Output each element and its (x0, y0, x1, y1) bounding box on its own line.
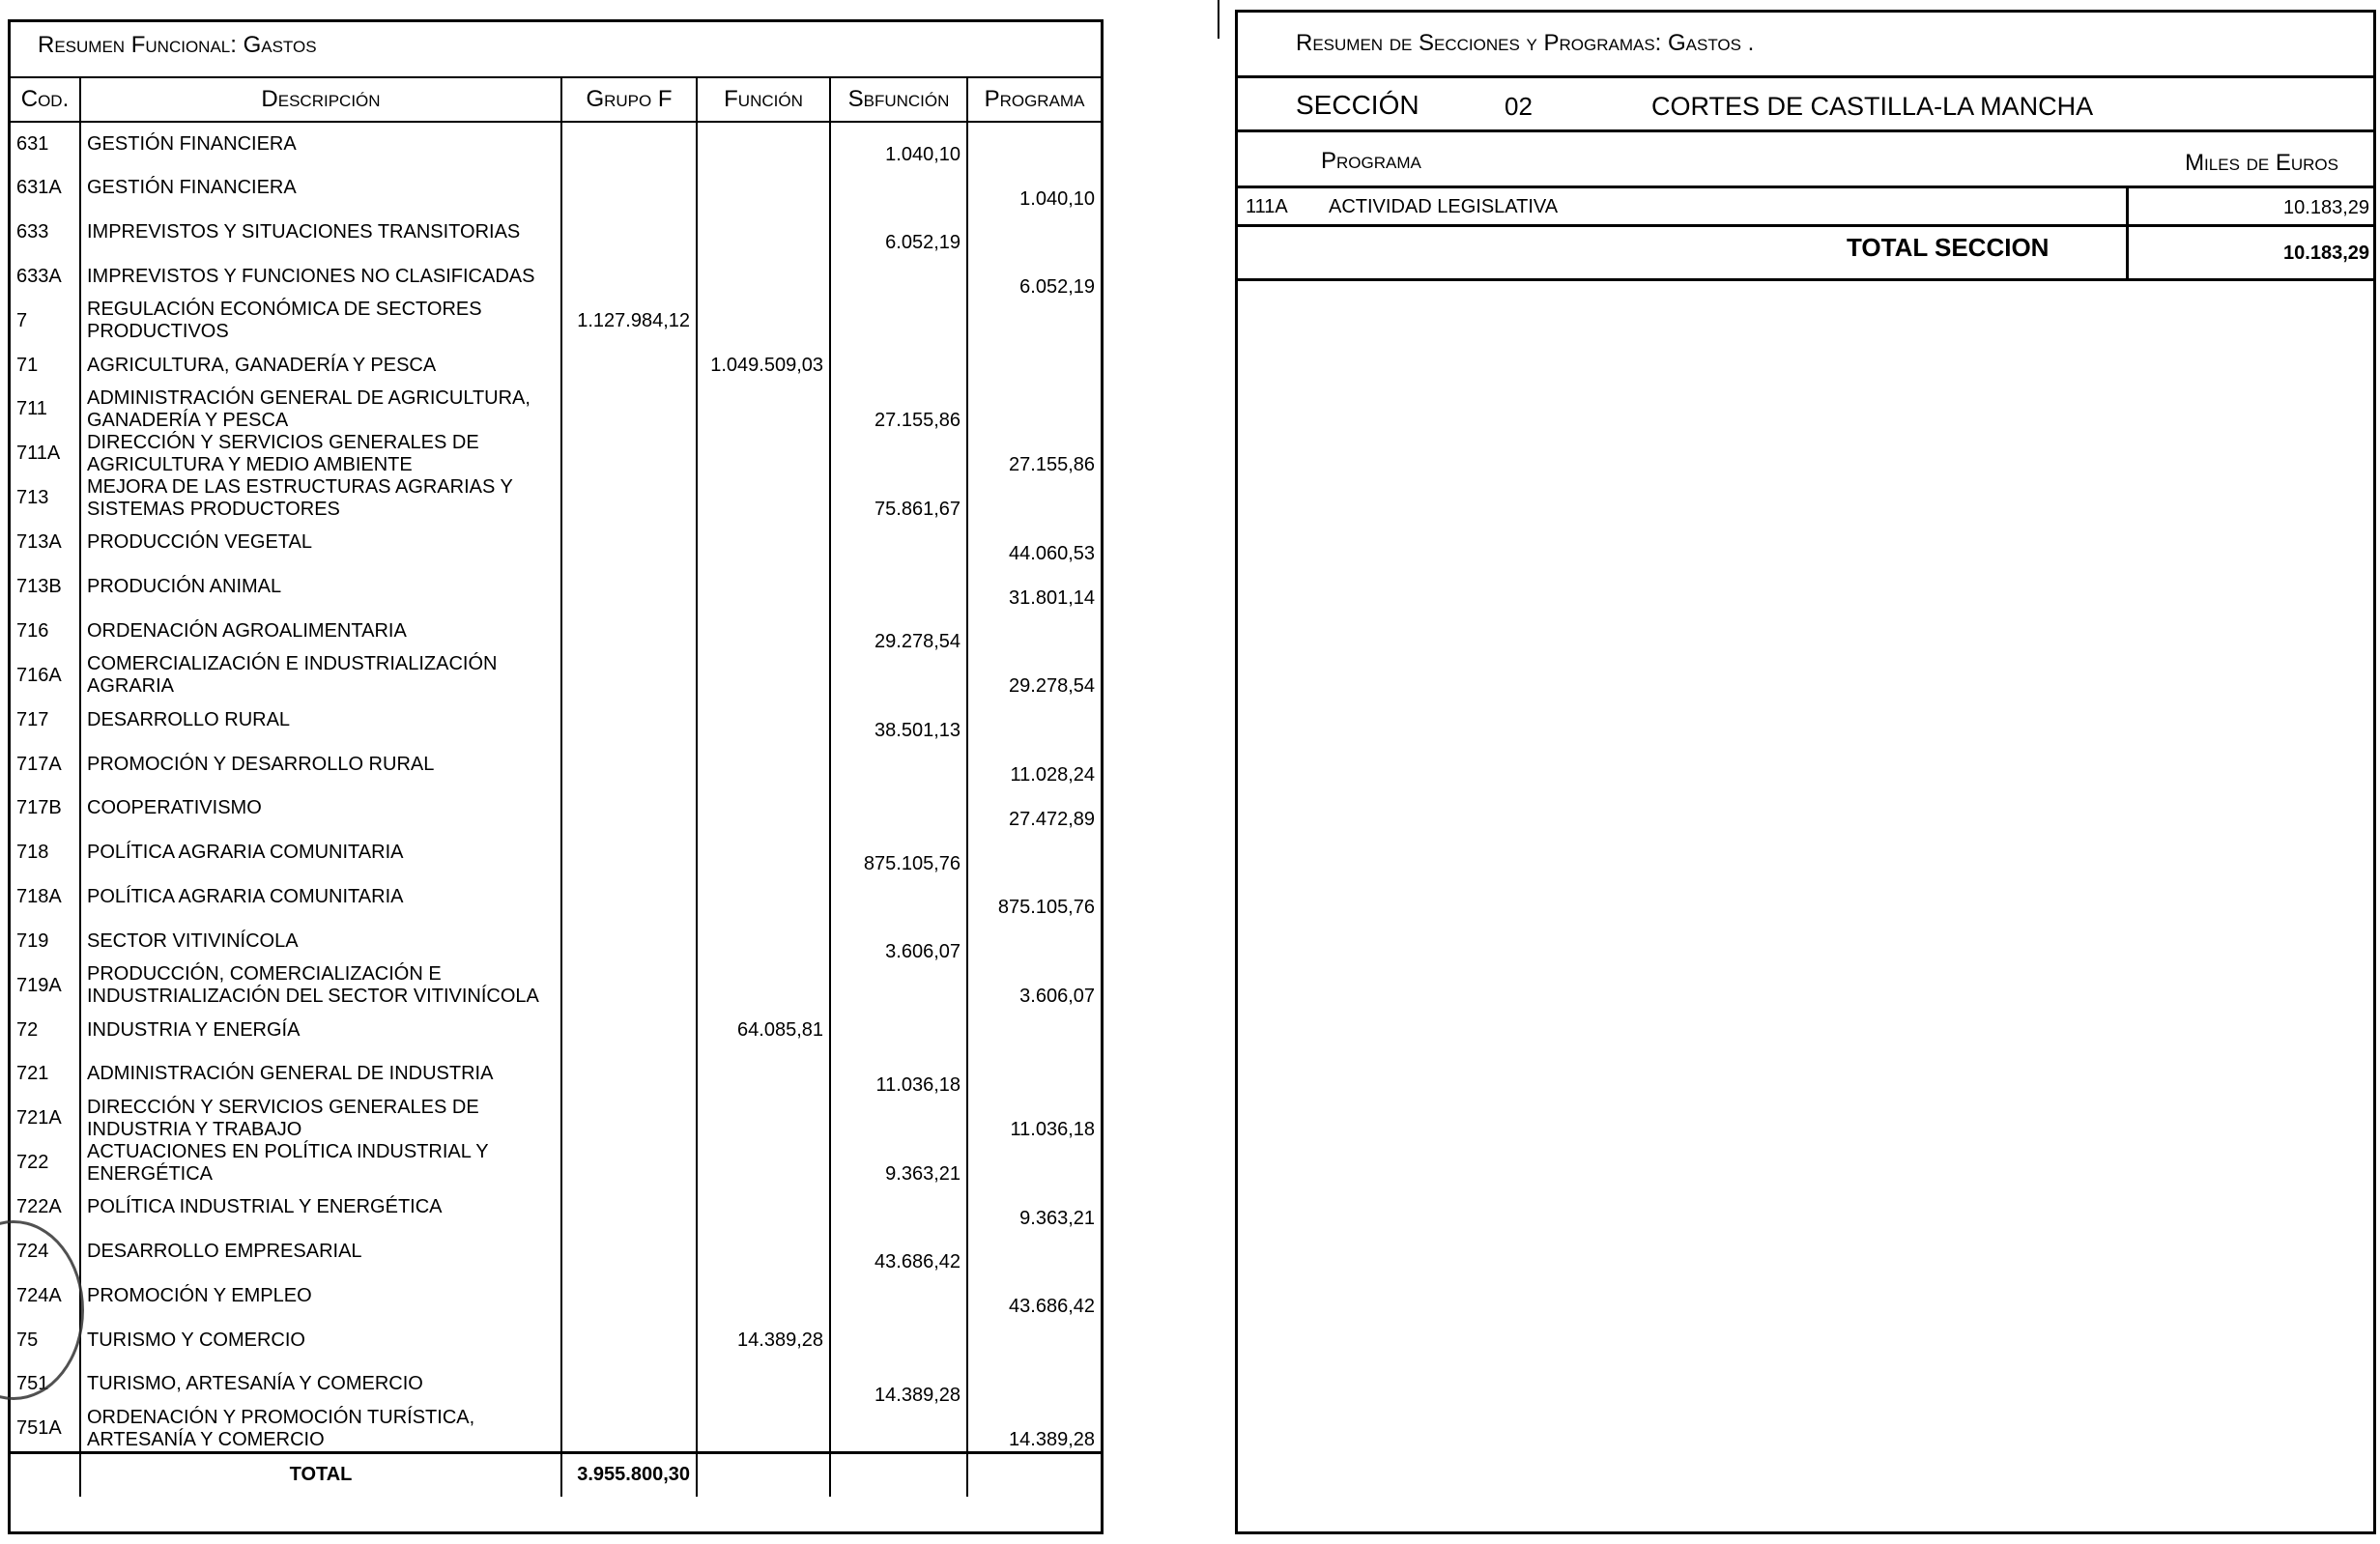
cell-grupo (561, 1362, 697, 1407)
functional-summary-table (11, 76, 1101, 1497)
cell-descripcion: IMPREVISTOS Y SITUACIONES TRANSITORIAS (80, 211, 561, 255)
cell-sbfuncion (830, 565, 967, 610)
cell-funcion (697, 698, 830, 742)
section-total-row (1238, 227, 2373, 281)
cell-funcion (697, 521, 830, 565)
cell-sbfuncion: 11.036,18 (830, 1052, 967, 1097)
cell-descripcion: IMPREVISTOS Y FUNCIONES NO CLASIFICADAS (80, 254, 561, 299)
cell-programa (967, 299, 1101, 343)
cell-funcion (697, 476, 830, 521)
cell-sbfuncion (830, 343, 967, 387)
cell-grupo (561, 476, 697, 521)
cell-grupo (561, 254, 697, 299)
table-row (11, 432, 1101, 476)
table-row (11, 1097, 1101, 1141)
cell-programa (967, 387, 1101, 432)
cell-descripcion: POLÍTICA INDUSTRIAL Y ENERGÉTICA (80, 1186, 561, 1230)
cell-programa: 875.105,76 (967, 875, 1101, 920)
cell-programa (967, 610, 1101, 654)
cell-grupo (561, 831, 697, 875)
cell-grupo (561, 166, 697, 211)
cell-programa: 44.060,53 (967, 521, 1101, 565)
table-row (11, 1230, 1101, 1274)
cell-cod: 713A (11, 521, 80, 565)
cell-programa (967, 476, 1101, 521)
section-code: 02 (1505, 92, 1533, 121)
cell-programa (967, 1230, 1101, 1274)
total-empty-programa (967, 1452, 1101, 1497)
table-row (11, 610, 1101, 654)
cell-descripcion: TURISMO Y COMERCIO (80, 1318, 561, 1362)
table-row (11, 875, 1101, 920)
functional-summary-title (38, 32, 317, 59)
table-row (11, 1141, 1101, 1186)
cell-descripcion: REGULACIÓN ECONÓMICA DE SECTORES PRODUCTIVOS (80, 299, 561, 343)
cell-descripcion: DIRECCIÓN Y SERVICIOS GENERALES DE INDUSTRIA Y TRABAJO (80, 1097, 561, 1141)
cell-funcion (697, 786, 830, 831)
table-row (11, 476, 1101, 521)
table-row (11, 653, 1101, 698)
cell-grupo (561, 1141, 697, 1186)
cell-descripcion: PROMOCIÓN Y DESARROLLO RURAL (80, 742, 561, 786)
cell-cod: 717B (11, 786, 80, 831)
cell-sbfuncion (830, 1008, 967, 1052)
cell-funcion (697, 610, 830, 654)
cell-grupo (561, 1052, 697, 1097)
cell-descripcion: POLÍTICA AGRARIA COMUNITARIA (80, 831, 561, 875)
table-row (11, 343, 1101, 387)
cell-programa: 31.801,14 (967, 565, 1101, 610)
cell-grupo (561, 1318, 697, 1362)
cell-descripcion: ADMINISTRACIÓN GENERAL DE AGRICULTURA, GANADERÍA Y PESCA (80, 387, 561, 432)
cell-descripcion: GESTIÓN FINANCIERA (80, 166, 561, 211)
cell-sbfuncion (830, 254, 967, 299)
cell-funcion: 64.085,81 (697, 1008, 830, 1052)
cell-funcion (697, 1141, 830, 1186)
cell-cod: 711A (11, 432, 80, 476)
cell-funcion (697, 254, 830, 299)
cell-programa (967, 698, 1101, 742)
table-row (11, 1052, 1101, 1097)
cell-sbfuncion (830, 875, 967, 920)
cell-sbfuncion: 38.501,13 (830, 698, 967, 742)
section-row (1238, 78, 2373, 132)
cell-sbfuncion (830, 1407, 967, 1453)
cell-programa: 3.606,07 (967, 963, 1101, 1008)
cell-descripcion: ORDENACIÓN Y PROMOCIÓN TURÍSTICA, ARTESANÍA Y COMERCIO (80, 1407, 561, 1453)
program-description: ACTIVIDAD LEGISLATIVA (1329, 196, 1559, 217)
program-row (1238, 188, 2373, 227)
cell-cod: 713 (11, 476, 80, 521)
cell-programa: 27.155,86 (967, 432, 1101, 476)
cell-grupo (561, 653, 697, 698)
cell-funcion (697, 1052, 830, 1097)
cell-funcion (697, 211, 830, 255)
cell-sbfuncion (830, 742, 967, 786)
cell-cod: 717A (11, 742, 80, 786)
cell-cod: 718 (11, 831, 80, 875)
cell-funcion (697, 653, 830, 698)
cell-funcion (697, 831, 830, 875)
total-label: TOTAL (80, 1452, 561, 1497)
cell-programa: 6.052,19 (967, 254, 1101, 299)
cell-funcion (697, 742, 830, 786)
cell-funcion (697, 166, 830, 211)
cell-funcion (697, 122, 830, 166)
cell-descripcion: COMERCIALIZACIÓN E INDUSTRIALIZACIÓN AGRARIA (80, 653, 561, 698)
cell-cod: 717 (11, 698, 80, 742)
cell-funcion (697, 919, 830, 963)
cell-grupo (561, 211, 697, 255)
table-row (11, 1318, 1101, 1362)
cell-grupo (561, 387, 697, 432)
cell-programa: 29.278,54 (967, 653, 1101, 698)
table-row (11, 254, 1101, 299)
cell-descripcion: PRODUCCIÓN, COMERCIALIZACIÓN E INDUSTRIALIZACIÓN DEL SECTOR VITIVINÍCOLA (80, 963, 561, 1008)
cell-grupo (561, 521, 697, 565)
cell-grupo (561, 875, 697, 920)
cell-cod: 751 (11, 1362, 80, 1407)
cell-funcion (697, 963, 830, 1008)
cell-grupo (561, 1273, 697, 1318)
cell-funcion (697, 387, 830, 432)
cell-descripcion: PRODUCIÓN ANIMAL (80, 565, 561, 610)
cell-funcion: 1.049.509,03 (697, 343, 830, 387)
section-total-value: 10.183,29 (2283, 243, 2369, 264)
cell-cod: 724 (11, 1230, 80, 1274)
cell-cod: 633 (11, 211, 80, 255)
cell-grupo (561, 343, 697, 387)
cell-sbfuncion (830, 432, 967, 476)
cell-cod: 722A (11, 1186, 80, 1230)
cell-sbfuncion (830, 1273, 967, 1318)
cell-grupo (561, 1008, 697, 1052)
cell-cod: 713B (11, 565, 80, 610)
cell-descripcion: ORDENACIÓN AGROALIMENTARIA (80, 610, 561, 654)
cell-sbfuncion (830, 166, 967, 211)
cell-programa: 11.028,24 (967, 742, 1101, 786)
table-row (11, 919, 1101, 963)
cell-cod: 633A (11, 254, 80, 299)
programa-header: Programa (1321, 148, 1421, 174)
cell-sbfuncion: 3.606,07 (830, 919, 967, 963)
cell-sbfuncion: 75.861,67 (830, 476, 967, 521)
cell-cod: 722 (11, 1141, 80, 1186)
cell-grupo (561, 698, 697, 742)
cell-descripcion: POLÍTICA AGRARIA COMUNITARIA (80, 875, 561, 920)
table-row (11, 963, 1101, 1008)
cell-funcion (697, 1097, 830, 1141)
cell-cod: 711 (11, 387, 80, 432)
table-row (11, 831, 1101, 875)
cell-grupo (561, 742, 697, 786)
table-header-row (11, 77, 1101, 122)
cell-sbfuncion: 9.363,21 (830, 1141, 967, 1186)
cell-sbfuncion: 875.105,76 (830, 831, 967, 875)
cell-cod: 721A (11, 1097, 80, 1141)
table-row (11, 1273, 1101, 1318)
cell-grupo (561, 565, 697, 610)
cell-descripcion: ACTUACIONES EN POLÍTICA INDUSTRIAL Y ENERGÉTICA (80, 1141, 561, 1186)
cell-descripcion: DIRECCIÓN Y SERVICIOS GENERALES DE AGRICULTURA Y MEDIO AMBIENTE (80, 432, 561, 476)
program-header-row (1238, 132, 2373, 188)
cell-funcion: 14.389,28 (697, 1318, 830, 1362)
table-row (11, 698, 1101, 742)
sections-programs-panel (1235, 10, 2376, 1534)
cell-cod: 716 (11, 610, 80, 654)
cell-programa: 9.363,21 (967, 1186, 1101, 1230)
sections-title: Resumen de Secciones y Programas: Gastos . (1296, 30, 1755, 56)
cell-descripcion: SECTOR VITIVINÍCOLA (80, 919, 561, 963)
cell-grupo (561, 610, 697, 654)
cell-cod: 72 (11, 1008, 80, 1052)
cell-funcion (697, 1230, 830, 1274)
table-row (11, 786, 1101, 831)
cell-programa: 11.036,18 (967, 1097, 1101, 1141)
cell-programa (967, 1141, 1101, 1186)
total-row (11, 1452, 1101, 1497)
table-body (11, 122, 1101, 1497)
section-name: CORTES DE CASTILLA-LA MANCHA (1651, 92, 2094, 121)
cell-programa (967, 343, 1101, 387)
functional-summary-panel (8, 19, 1104, 1534)
table-row (11, 211, 1101, 255)
cell-sbfuncion (830, 1318, 967, 1362)
cell-grupo (561, 122, 697, 166)
column-header-sbfuncion: Sbfunción (830, 77, 967, 122)
cell-cod: 724A (11, 1273, 80, 1318)
total-empty-sbfuncion (830, 1452, 967, 1497)
column-header-descripcion: Descripción (80, 77, 561, 122)
cell-grupo: 1.127.984,12 (561, 299, 697, 343)
cell-grupo (561, 786, 697, 831)
cell-funcion (697, 565, 830, 610)
cell-cod: 721 (11, 1052, 80, 1097)
cell-descripcion: COOPERATIVISMO (80, 786, 561, 831)
sections-title-row (1238, 13, 2373, 78)
table-row (11, 299, 1101, 343)
table-row (11, 1362, 1101, 1407)
cell-sbfuncion (830, 653, 967, 698)
column-header-cod: Cod. (11, 77, 80, 122)
column-header-funcion: Función (697, 77, 830, 122)
cell-funcion (697, 1362, 830, 1407)
cell-cod: 71 (11, 343, 80, 387)
column-header-programa: Programa (967, 77, 1101, 122)
cell-cod: 75 (11, 1318, 80, 1362)
cell-grupo (561, 963, 697, 1008)
cell-cod: 751A (11, 1407, 80, 1453)
table-row (11, 1407, 1101, 1453)
table-row (11, 565, 1101, 610)
program-value: 10.183,29 (2283, 197, 2369, 218)
cell-sbfuncion (830, 299, 967, 343)
cell-programa: 27.472,89 (967, 786, 1101, 831)
total-value: 3.955.800,30 (561, 1452, 697, 1497)
cell-descripcion: INDUSTRIA Y ENERGÍA (80, 1008, 561, 1052)
table-row (11, 387, 1101, 432)
cell-programa (967, 211, 1101, 255)
cell-cod: 631A (11, 166, 80, 211)
cell-cod: 719 (11, 919, 80, 963)
cell-descripcion: GESTIÓN FINANCIERA (80, 122, 561, 166)
total-empty-funcion (697, 1452, 830, 1497)
cell-sbfuncion: 14.389,28 (830, 1362, 967, 1407)
cell-grupo (561, 1186, 697, 1230)
cell-programa (967, 1362, 1101, 1407)
cell-cod: 718A (11, 875, 80, 920)
cell-sbfuncion (830, 963, 967, 1008)
cell-programa: 43.686,42 (967, 1273, 1101, 1318)
cell-grupo (561, 1407, 697, 1453)
cell-sbfuncion: 6.052,19 (830, 211, 967, 255)
cell-sbfuncion (830, 521, 967, 565)
cell-cod: 719A (11, 963, 80, 1008)
cell-grupo (561, 1230, 697, 1274)
cell-grupo (561, 919, 697, 963)
total-empty-cod (11, 1452, 80, 1497)
cell-funcion (697, 432, 830, 476)
cell-programa (967, 919, 1101, 963)
cell-sbfuncion: 27.155,86 (830, 387, 967, 432)
cell-descripcion: MEJORA DE LAS ESTRUCTURAS AGRARIAS Y SISTEMAS PRODUCTORES (80, 476, 561, 521)
cell-descripcion: DESARROLLO RURAL (80, 698, 561, 742)
cell-descripcion: AGRICULTURA, GANADERÍA Y PESCA (80, 343, 561, 387)
cell-descripcion: PROMOCIÓN Y EMPLEO (80, 1273, 561, 1318)
table-row (11, 742, 1101, 786)
cell-programa: 1.040,10 (967, 166, 1101, 211)
cell-programa (967, 1052, 1101, 1097)
cell-programa (967, 1008, 1101, 1052)
title-smallcaps: Resumen Funcional: Gastos (38, 32, 317, 58)
cell-sbfuncion: 1.040,10 (830, 122, 967, 166)
section-total-value-cell (2126, 227, 2373, 278)
table-row (11, 122, 1101, 166)
page-divider-mark (1218, 0, 1219, 39)
cell-sbfuncion (830, 786, 967, 831)
table-row (11, 166, 1101, 211)
table-row (11, 521, 1101, 565)
cell-sbfuncion (830, 1097, 967, 1141)
cell-programa: 14.389,28 (967, 1407, 1101, 1453)
program-value-cell (2126, 188, 2373, 224)
cell-sbfuncion: 43.686,42 (830, 1230, 967, 1274)
program-code: 111A (1246, 196, 1288, 217)
cell-programa (967, 122, 1101, 166)
cell-programa (967, 831, 1101, 875)
section-label: SECCIÓN (1296, 90, 1419, 120)
cell-funcion (697, 1273, 830, 1318)
section-total-label: TOTAL SECCION (1847, 233, 2050, 262)
cell-descripcion: PRODUCCIÓN VEGETAL (80, 521, 561, 565)
cell-cod: 7 (11, 299, 80, 343)
cell-descripcion: DESARROLLO EMPRESARIAL (80, 1230, 561, 1274)
table-row (11, 1008, 1101, 1052)
cell-funcion (697, 1407, 830, 1453)
cell-programa (967, 1318, 1101, 1362)
cell-cod: 716A (11, 653, 80, 698)
cell-grupo (561, 1097, 697, 1141)
cell-cod: 631 (11, 122, 80, 166)
cell-descripcion: TURISMO, ARTESANÍA Y COMERCIO (80, 1362, 561, 1407)
cell-funcion (697, 1186, 830, 1230)
table-row (11, 1186, 1101, 1230)
cell-funcion (697, 299, 830, 343)
cell-descripcion: ADMINISTRACIÓN GENERAL DE INDUSTRIA (80, 1052, 561, 1097)
cell-sbfuncion: 29.278,54 (830, 610, 967, 654)
miles-de-euros-header: Miles de Euros (2185, 150, 2338, 176)
cell-grupo (561, 432, 697, 476)
cell-sbfuncion (830, 1186, 967, 1230)
cell-funcion (697, 875, 830, 920)
column-header-grupo: Grupo F (561, 77, 697, 122)
